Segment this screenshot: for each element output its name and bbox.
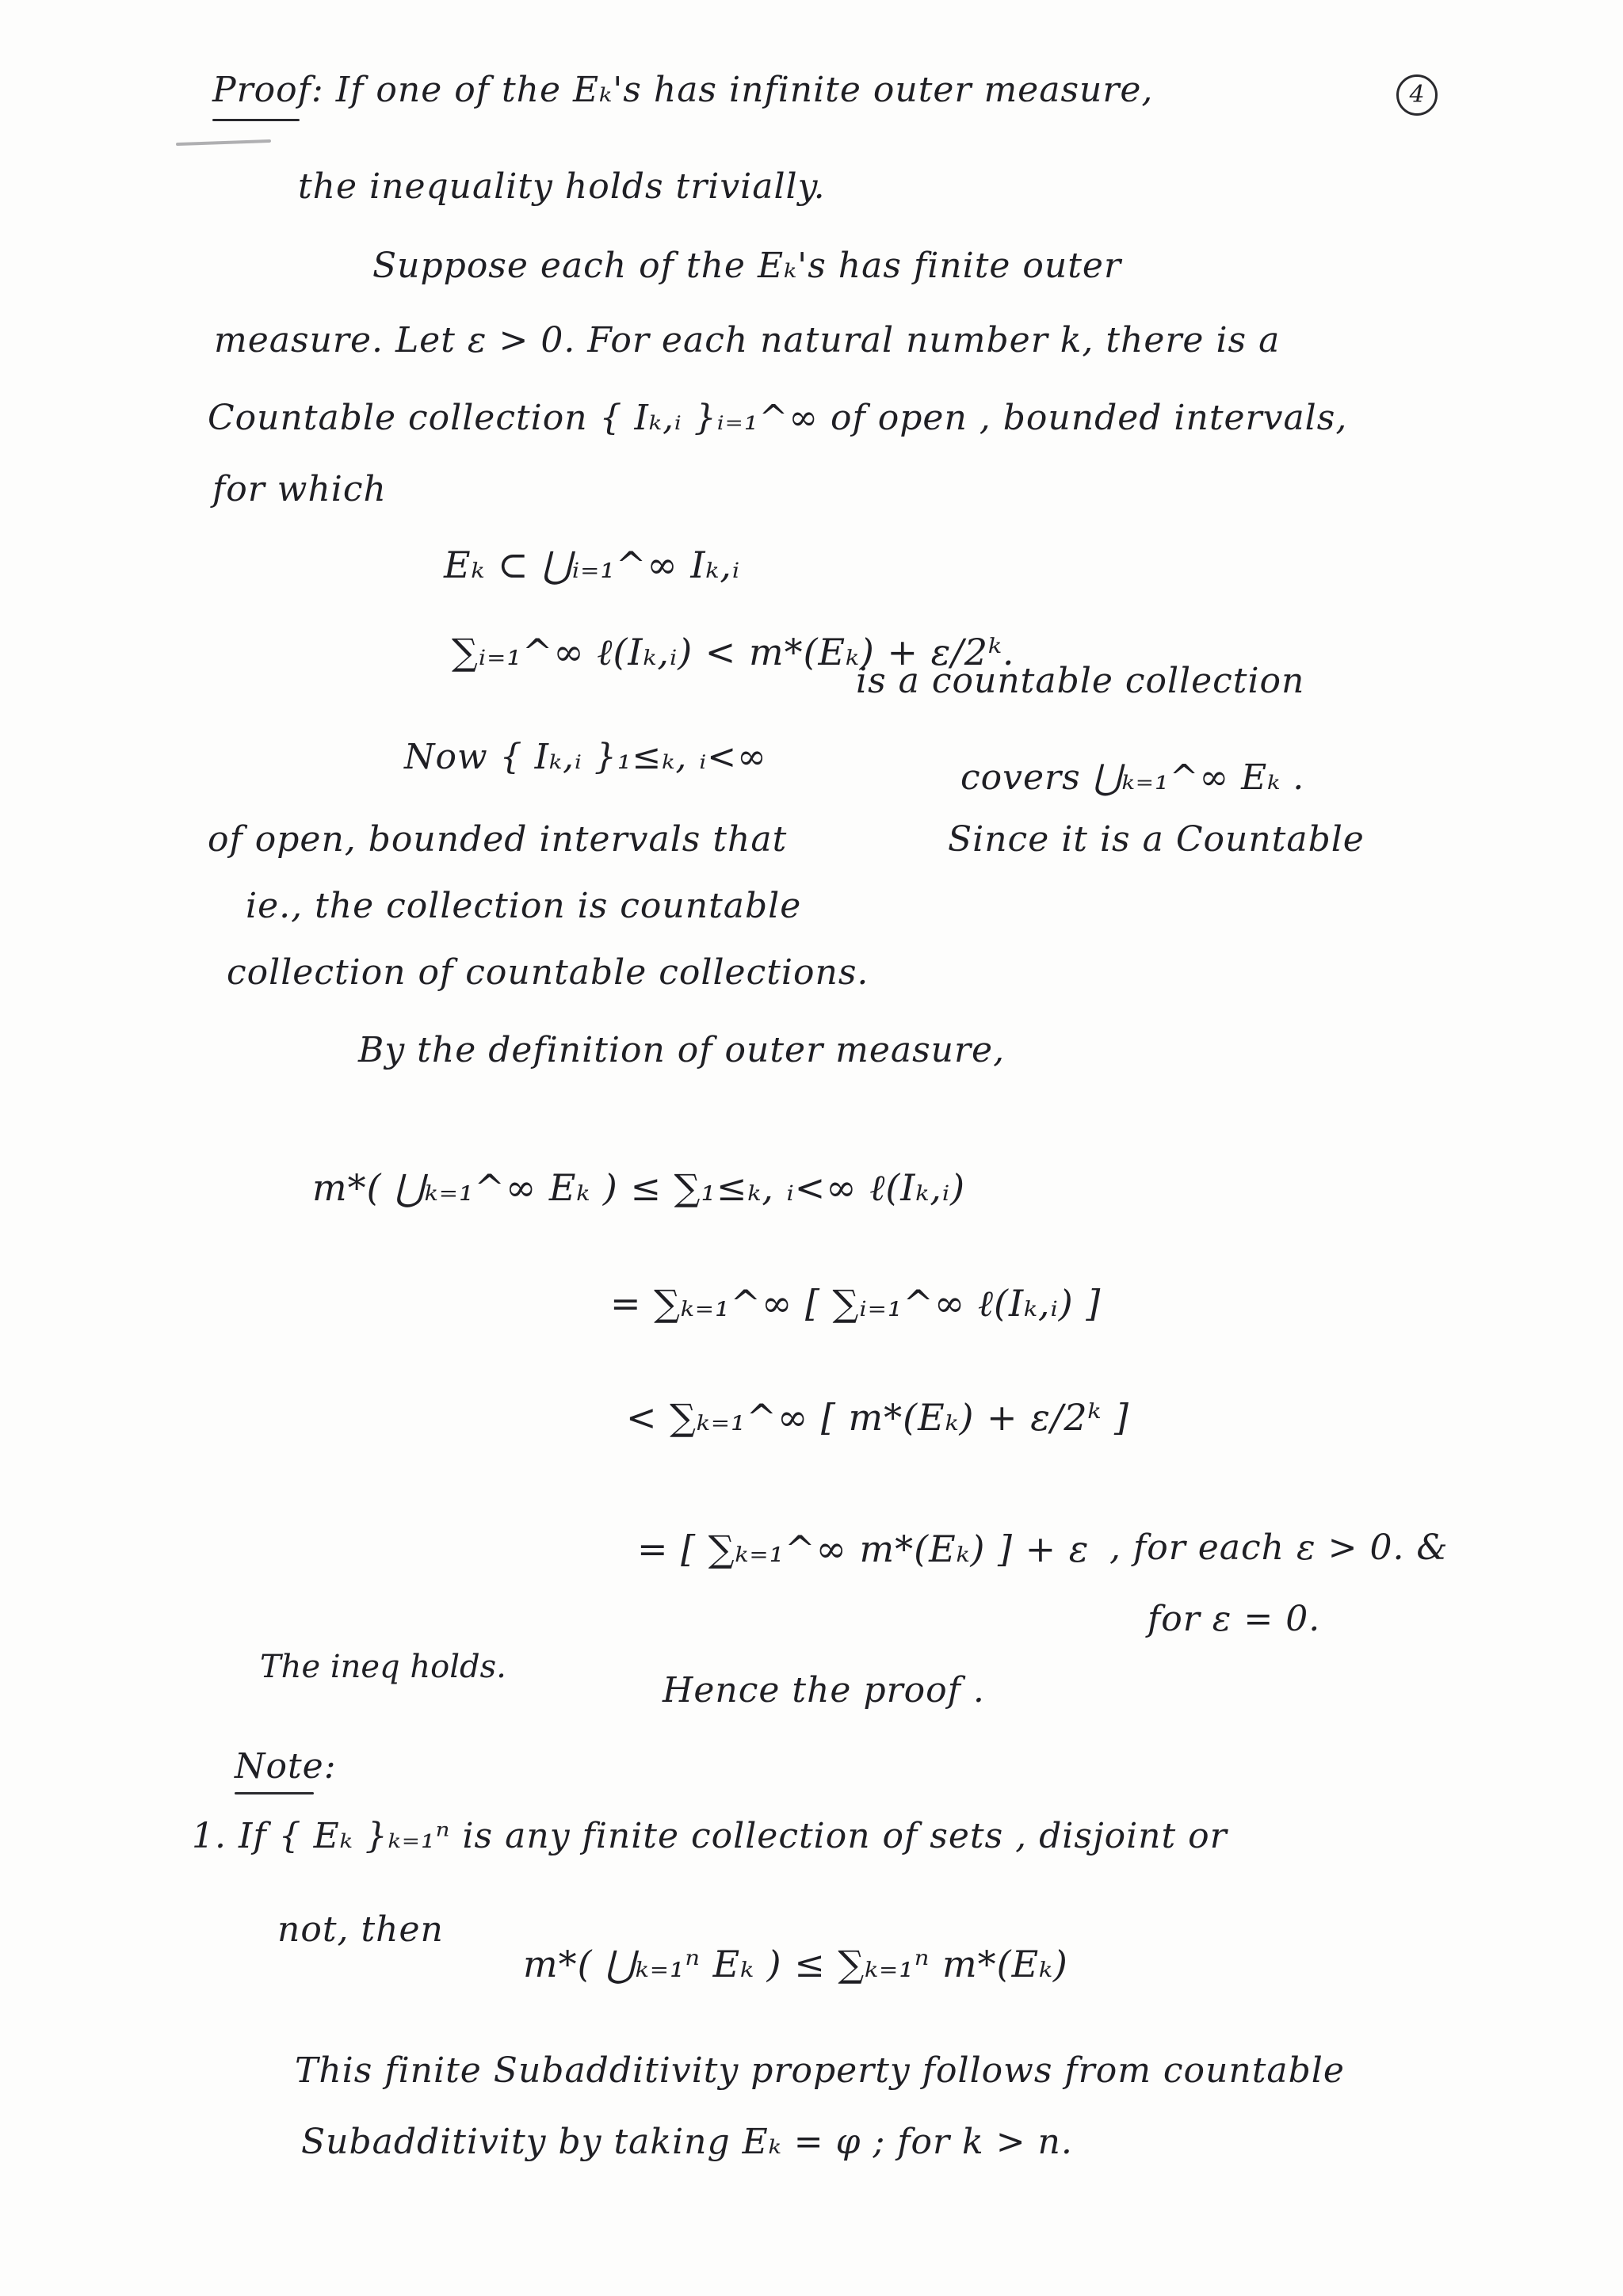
- text-line-3: Suppose each of the Eₖ's has finite outer: [372, 246, 1121, 286]
- equation-step-4: = [ ∑ₖ₌₁^∞ m*(Eₖ) ] + ε: [637, 1527, 1090, 1570]
- text-line-13: Since it is a Countable: [948, 819, 1365, 860]
- text-line-26: 1. If { Eₖ }ₖ₌₁ⁿ is any finite collection of sets , disjoint or: [192, 1816, 1228, 1856]
- note-underline: [235, 1792, 314, 1794]
- text-line-14: ie., the collection is countable: [246, 886, 802, 926]
- text-line-9: is a countable collection: [856, 661, 1305, 701]
- equation-step-3: < ∑ₖ₌₁^∞ [ m*(Eₖ) + ε/2ᵏ ]: [626, 1396, 1130, 1439]
- text-line-24: Hence the proof .: [663, 1670, 985, 1711]
- text-line-1: Proof: If one of the Eₖ's has infinite outer measure,: [212, 70, 1154, 110]
- scribbled-note: The ineq holds.: [260, 1649, 506, 1685]
- equation-finite-subadditivity: m*( ⋃ₖ₌₁ⁿ Eₖ ) ≤ ∑ₖ₌₁ⁿ m*(Eₖ): [523, 1943, 1068, 1985]
- equation-step-2: = ∑ₖ₌₁^∞ [ ∑ᵢ₌₁^∞ ℓ(Iₖ,ᵢ) ]: [610, 1282, 1102, 1325]
- text-line-10: Now { Iₖ,ᵢ }₁≤ₖ, ᵢ<∞: [404, 737, 767, 777]
- text-line-11: covers ⋃ₖ₌₁^∞ Eₖ .: [960, 757, 1305, 798]
- text-line-27: not, then: [277, 1909, 444, 1950]
- text-line-16: By the definition of outer measure,: [358, 1030, 1006, 1070]
- text-line-15: collection of countable collections.: [227, 952, 869, 993]
- text-line-21: , for each ε > 0. &: [1109, 1527, 1449, 1568]
- text-line-22: for ε = 0.: [1148, 1599, 1321, 1639]
- text-line-4: measure. Let ε > 0. For each natural number k, there is a: [214, 320, 1281, 360]
- note-heading: Note:: [235, 1746, 337, 1787]
- text-line-6: for which: [212, 469, 387, 509]
- equation-cover: Eₖ ⊂ ⋃ᵢ₌₁^∞ Iₖ,ᵢ: [444, 543, 741, 586]
- text-line-29: This finite Subadditivity property follows from countable: [295, 2050, 1345, 2091]
- scribble-mark: [176, 139, 271, 146]
- text-line-5: Countable collection { Iₖ,ᵢ }ᵢ₌₁^∞ of open , bounded intervals,: [208, 398, 1348, 438]
- page-number-badge: 4: [1396, 74, 1438, 116]
- equation-sum-bound: ∑ᵢ₌₁^∞ ℓ(Iₖ,ᵢ) < m*(Eₖ) + ε/2ᵏ.: [452, 631, 1015, 673]
- proof-underline: [212, 119, 300, 121]
- text-line-12: of open, bounded intervals that: [208, 819, 788, 860]
- text-line-30: Subadditivity by taking Eₖ = φ ; for k > n.: [301, 2122, 1073, 2162]
- text-line-2: the inequality holds trivially.: [298, 166, 826, 207]
- equation-step-1: m*( ⋃ₖ₌₁^∞ Eₖ ) ≤ ∑₁≤ₖ, ᵢ<∞ ℓ(Iₖ,ᵢ): [312, 1166, 966, 1209]
